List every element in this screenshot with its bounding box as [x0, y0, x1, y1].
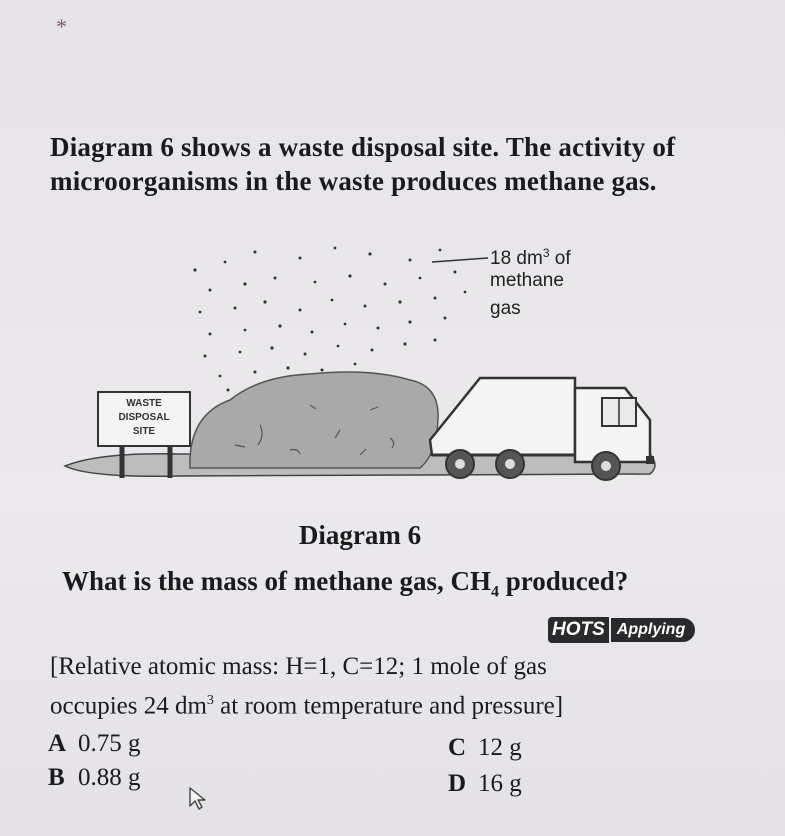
- sign-text-3: SITE: [132, 426, 156, 437]
- diagram: [60, 240, 740, 510]
- option-d-letter: D: [448, 770, 467, 797]
- option-b-text: 0.88 g: [78, 764, 141, 791]
- sign-text-1: WASTE: [126, 398, 162, 409]
- option-a-text: 0.75 g: [78, 730, 141, 757]
- gas-label-line3: gas: [490, 298, 521, 319]
- label-pointer: [432, 258, 488, 262]
- given-data: [50, 650, 740, 723]
- option-b[interactable]: [48, 764, 141, 792]
- gas-label-line2: methane: [490, 270, 564, 291]
- waste-site-illustration: [60, 240, 740, 510]
- ask-suffix: produced?: [499, 566, 629, 596]
- given-sup: 3: [206, 693, 214, 708]
- given-line-2a: occupies 24 dm: [50, 692, 207, 720]
- option-c-letter: C: [448, 734, 467, 761]
- methane-dots: [193, 247, 466, 392]
- star-mark: *: [56, 14, 67, 39]
- ask-subscript: 4: [491, 583, 499, 601]
- waste-mound: [190, 372, 438, 468]
- ask-text: What is the mass of methane gas, CH: [62, 566, 491, 596]
- option-c[interactable]: [448, 734, 522, 762]
- hots-level: Applying: [611, 618, 695, 642]
- option-b-letter: B: [48, 764, 65, 791]
- diagram-caption: Diagram 6: [298, 520, 422, 550]
- gas-label-line1: 18 $dm^3$ of: [490, 246, 571, 269]
- given-line-2b: at room temperature and pressure]: [213, 692, 564, 720]
- option-c-text: 12 g: [478, 734, 522, 761]
- hots-badge: [548, 616, 695, 644]
- hots-label: HOTS: [548, 617, 609, 643]
- option-a[interactable]: [48, 730, 141, 758]
- question-intro: [50, 130, 750, 198]
- option-a-letter: A: [48, 730, 67, 757]
- mouse-cursor-icon: [188, 786, 212, 812]
- given-line-1: [Relative atomic mass: H=1, C=12; 1 mole of gas: [50, 653, 547, 680]
- option-d-text: 16 g: [478, 770, 522, 797]
- intro-line-2: microorganisms in the waste produces methane gas.: [50, 166, 657, 196]
- question-ask: [62, 566, 762, 601]
- option-d[interactable]: [448, 770, 522, 798]
- sign-text-2: DISPOSAL: [118, 412, 170, 423]
- intro-line-1: Diagram 6 shows a waste disposal site. The activity of: [50, 132, 676, 162]
